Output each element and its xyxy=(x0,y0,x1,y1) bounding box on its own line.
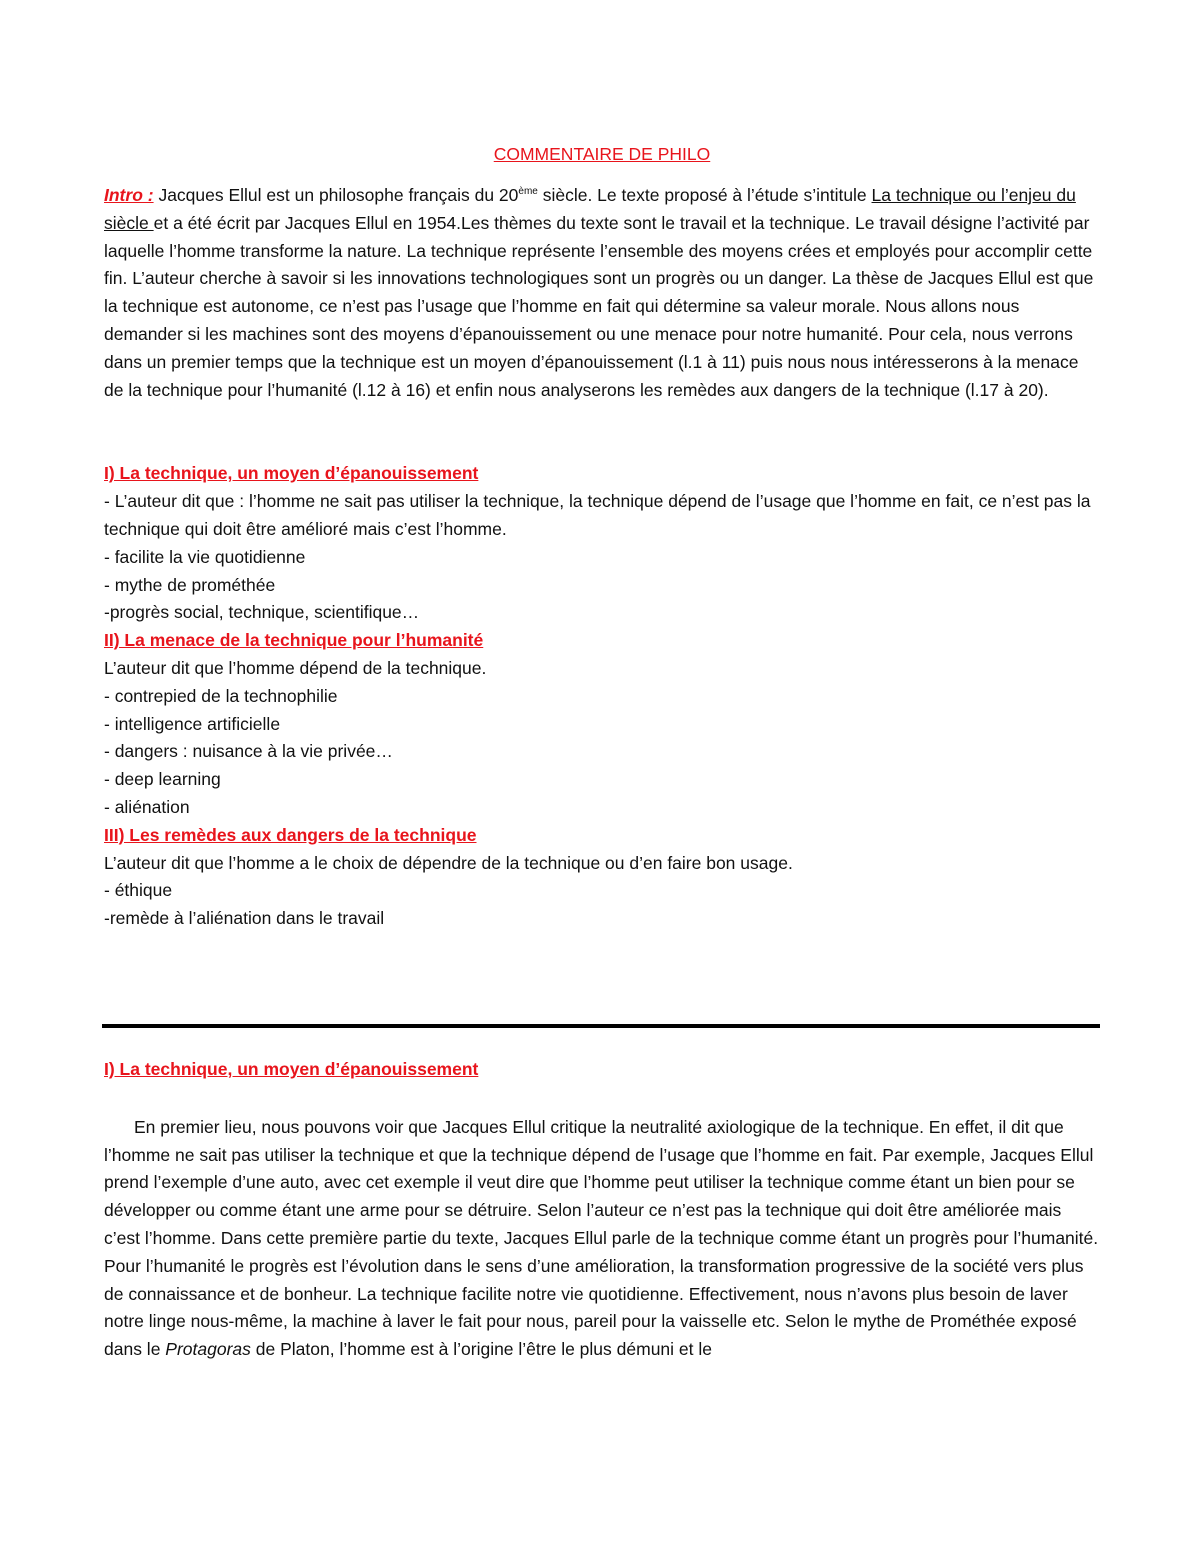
development-text: En premier lieu, nous pouvons voir que Jacques Ellul critique la neutralité axiologique de la technique. En effet, il dit que l’homme ne sait pas utiliser la technique et que la technique dépend de l’usage que l’homme en fait. Par exemple, Jacques Ellul prend l’exemple d’une auto, avec cet exemple il veut dire que l’homme peut utiliser la technique comme étant un bien pour se développer ou comme étant une arme pour se détruire. Selon l’auteur ce n’est pas la technique qui doit être améliorée mais c’est l’homme. Dans cette première partie du texte, Jacques Ellul parle de la technique comme étant un progrès pour l’humanité. Pour l’humanité le progrès est l’évolution dans le sens d’une amélioration, la transformation progressive de la société vers plus de connaissance et de bonheur. La technique facilite notre vie quotidienne. Effectivement, nous n’avons plus besoin de laver notre linge nous-même, la machine à laver le fait pour nous, pareil pour la vaisselle etc. Selon le mythe de Prométhée exposé dans le xyxy=(104,1116,1099,1360)
plan-line: - mythe de prométhée xyxy=(104,574,276,595)
plan-line: L’auteur dit que l’homme a le choix de dépendre de la technique ou d’en faire bon usage. xyxy=(104,852,793,873)
development-heading: I) La technique, un moyen d’épanouissement xyxy=(104,1059,479,1079)
intro-text-3: et a été écrit par Jacques Ellul en 1954.Les thèmes du texte sont le travail et la technique. Le travail désigne l’activité par laquelle l’homme transforme la nature. La technique représente l’ensemble des moyens crées et employés pour accomplir cette fin. L’auteur cherche à savoir si les innovations technologiques sont un progrès ou un danger. La thèse de Jacques Ellul est que la technique est autonome, ce n’est pas l’usage que l’homme en fait qui détermine sa valeur morale. Nous allons nous demander si les machines sont des moyens d’épanouissement ou une menace pour notre humanité. Pour cela, nous verrons dans un premier temps que la technique est un moyen d’épanouissement (l.1 à 11) puis nous nous intéresserons à la menace de la technique pour l’humanité (l.12 à 16) et enfin nous analyserons les remèdes aux dangers de la technique (l.17 à 20). xyxy=(104,212,1094,400)
plan-line: - L’auteur dit que : l’homme ne sait pas utiliser la technique, la technique dépend de l’usage que l’homme en fait, ce n’est pas la technique qui doit être amélioré mais c’est l’homme. xyxy=(104,491,1091,539)
development-paragraph xyxy=(104,1114,1100,1364)
book-title: La technique ou l’enjeu du siècle xyxy=(104,185,1076,233)
plan-line: L’auteur dit que l’homme dépend de la technique. xyxy=(104,657,487,678)
plan-line: - dangers : nuisance à la vie privée… xyxy=(104,741,393,762)
development-section xyxy=(104,1056,1100,1364)
plan-part-3 xyxy=(104,822,1100,933)
intro-text-1: Jacques Ellul est un philosophe français du 20 xyxy=(153,185,519,205)
plan-line: - intelligence artificielle xyxy=(104,713,281,734)
plan-part-1 xyxy=(104,460,1100,627)
page-title: COMMENTAIRE DE PHILO xyxy=(493,144,711,164)
intro-label: Intro : xyxy=(104,185,154,205)
plan-heading-3: III) Les remèdes aux dangers de la technique xyxy=(104,824,477,845)
plan-line: - aliénation xyxy=(104,796,190,817)
intro-paragraph xyxy=(104,182,1100,404)
plan-section xyxy=(104,140,1100,933)
intro-text-2: siècle. Le texte proposé à l’étude s’intitule xyxy=(537,185,872,205)
plan-line: - facilite la vie quotidienne xyxy=(104,546,306,567)
plan-line: - éthique xyxy=(104,880,173,901)
development-text-end: de Platon, l’homme est à l’origine l’être le plus démuni et le xyxy=(250,1339,712,1360)
protagoras-title: Protagoras xyxy=(165,1339,251,1360)
plan-part-2 xyxy=(104,627,1100,822)
plan-line: - deep learning xyxy=(104,769,221,790)
plan-line: -progrès social, technique, scientifique… xyxy=(104,602,420,623)
plan-heading-1: I) La technique, un moyen d’épanouissement xyxy=(104,463,479,484)
plan-line: - contrepied de la technophilie xyxy=(104,685,338,706)
horizontal-divider xyxy=(102,1024,1100,1028)
plan-heading-2: II) La menace de la technique pour l’humanité xyxy=(104,630,484,651)
intro-superscript: ème xyxy=(518,186,538,198)
plan-line: -remède à l’aliénation dans le travail xyxy=(104,908,385,929)
